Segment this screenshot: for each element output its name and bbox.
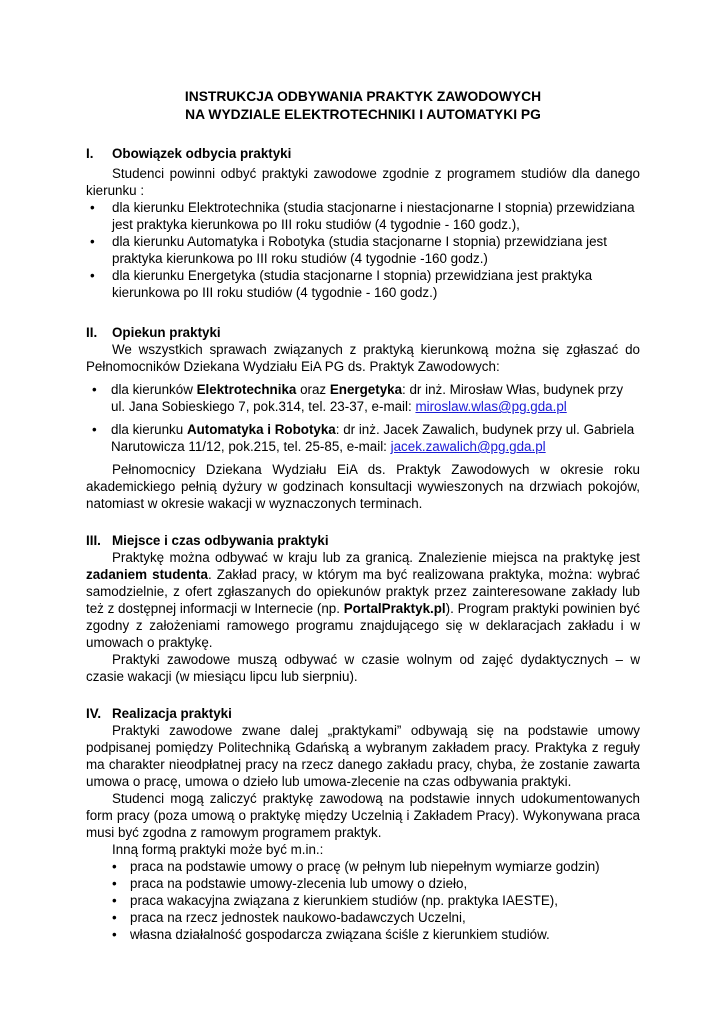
section-3-paragraph-1 bbox=[86, 549, 640, 651]
section-2-heading bbox=[86, 324, 640, 341]
title-line-1: INSTRUKCJA ODBYWANIA PRAKTYK ZAWODOWYCH bbox=[184, 89, 542, 104]
section-4-list bbox=[86, 858, 640, 943]
title-line-2: NA WYDZIALE ELEKTROTECHNIKI I AUTOMATYKI PG bbox=[185, 107, 541, 122]
emphasis-text: PortalPraktyk.pl bbox=[343, 601, 446, 616]
document-page bbox=[86, 88, 640, 943]
list-item-text: : dr inż. Mirosław Włas, budynek przy ul. Jana Sobieskiego 7, pok.314, tel. 23-37, e-mail: bbox=[111, 382, 624, 414]
list-item-text: oraz bbox=[296, 382, 330, 397]
section-3-heading bbox=[86, 532, 640, 549]
list-item bbox=[86, 381, 640, 415]
bullet-icon: • bbox=[90, 234, 95, 249]
section-1-heading bbox=[86, 145, 640, 162]
list-item-text: dla kierunku Elektrotechnika (studia stacjonarne i niestacjonarne I stopnia) przewidziana jest praktyka kierunkowa po III roku studiów (4 tygodnie - 160 godz.), bbox=[112, 200, 635, 232]
list-item bbox=[86, 267, 640, 301]
list-item bbox=[86, 421, 640, 455]
emphasis-text: zadaniem studenta bbox=[86, 567, 208, 582]
list-item bbox=[86, 875, 640, 892]
email-link[interactable]: jacek.zawalich@pg.gda.pl bbox=[390, 439, 546, 454]
bullet-icon: • bbox=[112, 859, 117, 874]
section-1-list bbox=[86, 199, 640, 301]
section-4-paragraph-1: Praktyki zawodowe zwane dalej „praktykami” odbywają się na podstawie umowy podpisanej pomiędzy Politechniką Gdańską a wybranym zakładem pracy. Praktyka z reguły ma charakter nieodpłatnej pracy na rzecz danego zakładu pracy, chyba, że zostanie zawarta umowa o pracę, umowa o dzieło lub umowa-zlecenie na czas odbywania praktyki. bbox=[86, 723, 640, 789]
section-3-title: Miejsce i czas odbywania praktyki bbox=[112, 533, 329, 548]
section-1-title: Obowiązek odbycia praktyki bbox=[112, 146, 292, 161]
section-3-paragraph-2: Praktyki zawodowe muszą odbywać w czasie wolnym od zajęć dydaktycznych – w czasie wakacji (w miesiącu lipcu lub sierpniu). bbox=[86, 652, 640, 684]
paragraph-text: . Zakład pracy, w którym ma być realizowana praktyka, można: wybrać samodzielnie, z ofert zgłaszanych do opiekunów praktyk przez zainteresowane zakłady lub też z dostępnej informacji w Internecie (np. bbox=[86, 567, 640, 616]
list-item bbox=[86, 858, 640, 875]
section-3 bbox=[86, 532, 640, 685]
list-item-text: dla kierunku Energetyka (studia stacjonarne I stopnia) przewidziana jest praktyka kierunkowa po III roku studiów (4 tygodnie - 160 godz.) bbox=[112, 268, 593, 300]
list-item bbox=[86, 892, 640, 909]
section-3-number: III. bbox=[86, 533, 101, 548]
list-item-text: praca wakacyjna związana z kierunkiem studiów (np. praktyka IAESTE), bbox=[130, 893, 558, 908]
list-item-text: dla kierunku Automatyka i Robotyka (studia stacjonarne I stopnia) przewidziana jest praktyka kierunkowa po III roku studiów (4 tygodnie -160 godz.) bbox=[112, 234, 607, 266]
section-2-intro: We wszystkich sprawach związanych z praktyką kierunkową można się zgłaszać do Pełnomocników Dziekana Wydziału EiA PG ds. Praktyk Zawodowych: bbox=[86, 342, 640, 374]
section-1-intro: Studenci powinni odbyć praktyki zawodowe zgodnie z programem studiów dla danego kierunku : bbox=[86, 166, 640, 198]
bullet-icon: • bbox=[92, 422, 97, 437]
email-link[interactable]: miroslaw.wlas@pg.gda.pl bbox=[415, 399, 567, 414]
list-item-text: praca na rzecz jednostek naukowo-badawczych Uczelni, bbox=[130, 910, 466, 925]
list-item-text: praca na podstawie umowy-zlecenia lub umowy o dzieło, bbox=[130, 876, 468, 891]
list-item bbox=[86, 199, 640, 233]
list-item bbox=[86, 909, 640, 926]
list-item bbox=[86, 233, 640, 267]
section-4-number: IV. bbox=[86, 706, 102, 721]
bullet-icon: • bbox=[90, 200, 95, 215]
section-2-outro: Pełnomocnicy Dziekana Wydziału EiA ds. Praktyk Zawodowych w okresie roku akademickiego pełnią dyżury w godzinach konsultacji wywieszonych na drzwiach pokojów, natomiast w okresie wakacji w wyznaczonych terminach. bbox=[86, 462, 640, 511]
bullet-icon: • bbox=[92, 382, 97, 397]
program-name: Automatyka i Robotyka bbox=[186, 422, 336, 437]
section-2-title: Opiekun praktyki bbox=[112, 325, 221, 340]
section-2-list bbox=[86, 381, 640, 455]
section-4 bbox=[86, 705, 640, 943]
section-2-number: II. bbox=[86, 325, 98, 340]
list-item-text: : dr inż. Jacek Zawalich, budynek przy ul. Gabriela Narutowicza 11/12, pok.215, tel. 25-85, e-mail: bbox=[111, 422, 635, 454]
bullet-icon: • bbox=[112, 893, 117, 908]
bullet-icon: • bbox=[90, 268, 95, 283]
bullet-icon: • bbox=[112, 927, 117, 942]
list-item-text: dla kierunków bbox=[111, 382, 197, 397]
list-item-text: praca na podstawie umowy o pracę (w pełnym lub niepełnym wymiarze godzin) bbox=[130, 859, 600, 874]
document-title bbox=[66, 88, 660, 124]
section-4-paragraph-2: Studenci mogą zaliczyć praktykę zawodową na podstawie innych udokumentowanych form pracy (poza umową o praktykę między Uczelnią i Zakładem Pracy). Wykonywana praca musi być zgodna z ramowym programem praktyk. bbox=[86, 791, 640, 840]
program-name: Elektrotechnika bbox=[196, 382, 297, 397]
list-item bbox=[86, 926, 640, 943]
section-1-number: I. bbox=[86, 146, 94, 161]
bullet-icon: • bbox=[112, 910, 117, 925]
paragraph-text: Praktykę można odbywać w kraju lub za granicą. Znalezienie miejsca na praktykę jest bbox=[112, 550, 640, 565]
paragraph-text: ). Program praktyki powinien być zgodny z założeniami ramowego programu znajdującego się w deklaracjach zakładu i w umowach o praktykę. bbox=[86, 601, 640, 650]
section-4-heading bbox=[86, 705, 640, 722]
program-name: Energetyka bbox=[329, 382, 403, 397]
section-1 bbox=[86, 145, 640, 301]
list-item-text: dla kierunku bbox=[111, 422, 187, 437]
section-4-title: Realizacja praktyki bbox=[112, 706, 232, 721]
section-4-paragraph-3: Inną formą praktyki może być m.in.: bbox=[112, 842, 324, 857]
bullet-icon: • bbox=[112, 876, 117, 891]
list-item-text: własna działalność gospodarcza związana ściśle z kierunkiem studiów. bbox=[130, 927, 550, 942]
section-2 bbox=[86, 324, 640, 512]
